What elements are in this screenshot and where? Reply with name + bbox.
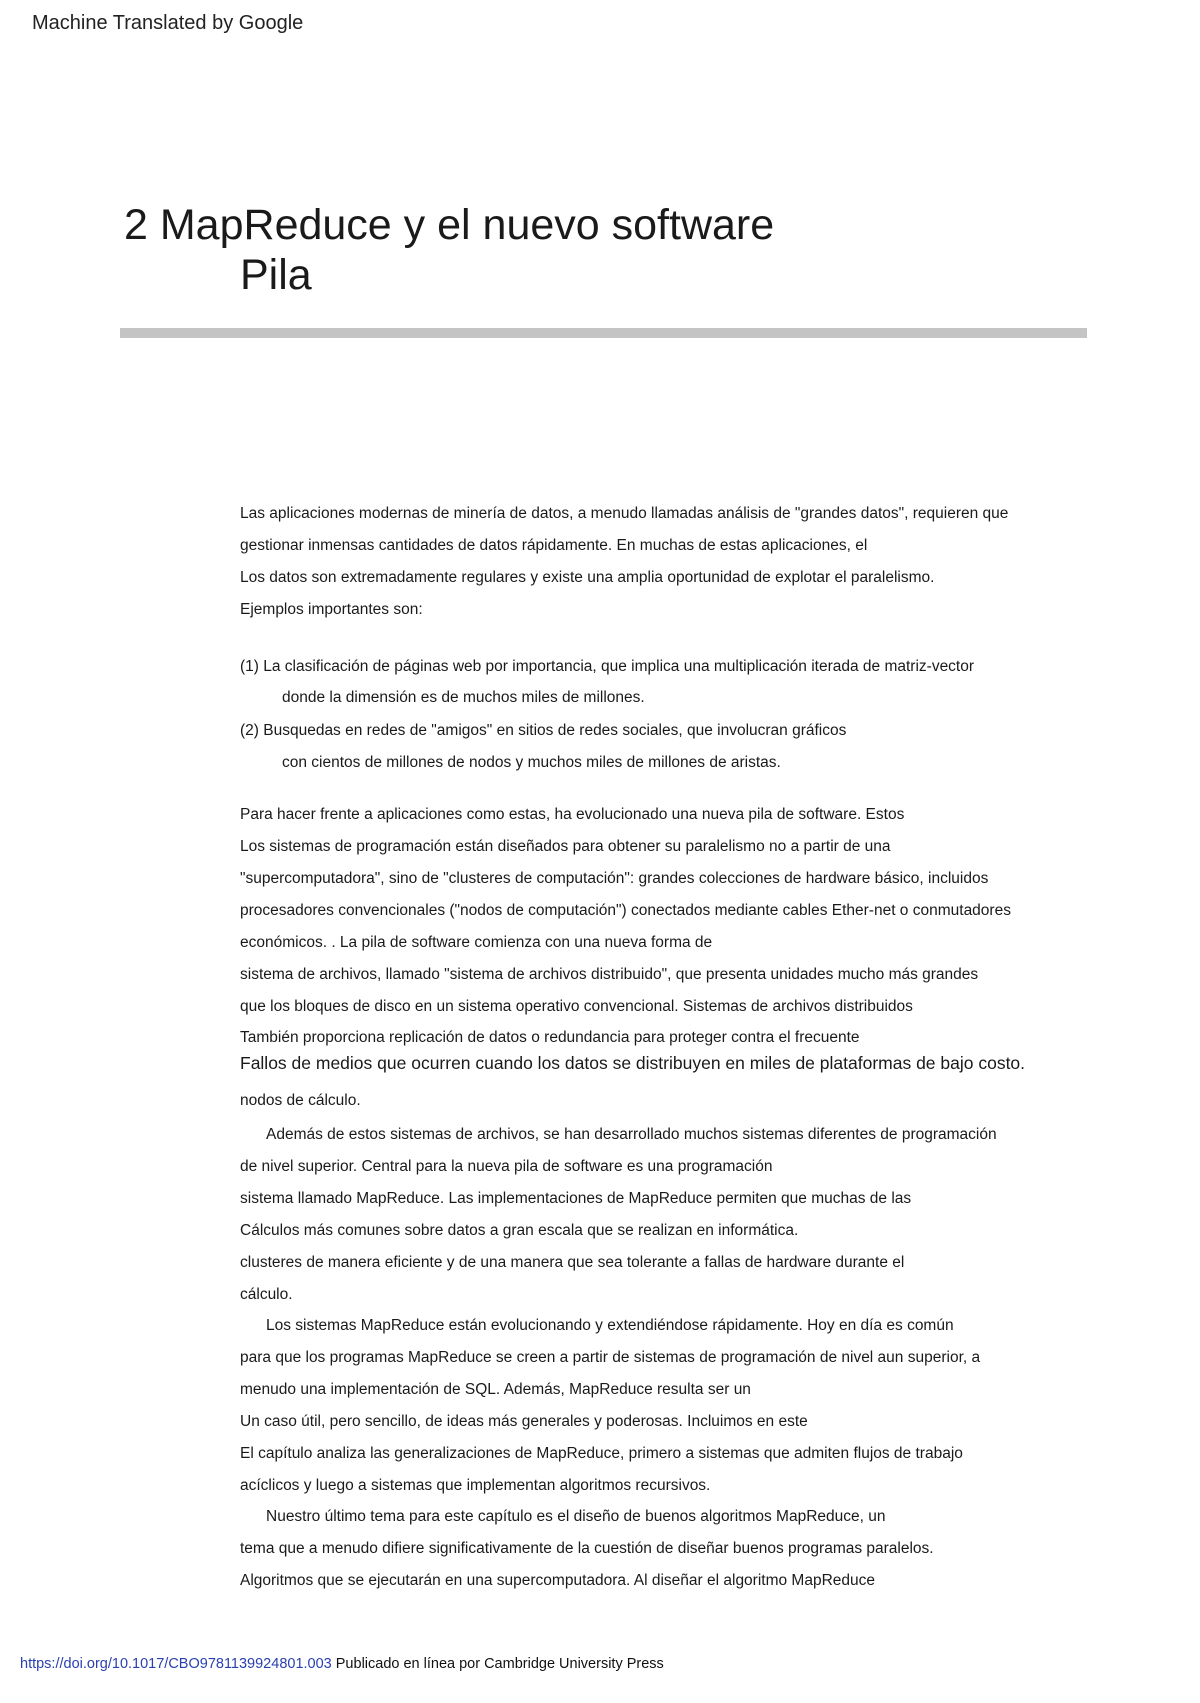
list-item-continuation: con cientos de millones de nodos y muchos miles de millones de aristas.: [282, 754, 781, 771]
text-line: Nuestro último tema para este capítulo es el diseño de buenos algoritmos MapReduce, un: [266, 1508, 886, 1525]
text-line: económicos. . La pila de software comienza con una nueva forma de: [240, 934, 713, 951]
list-item-continuation: donde la dimensión es de muchos miles de millones.: [282, 689, 645, 706]
text-line: "supercomputadora", sino de "clusteres de computación": grandes colecciones de hardware básico, incluidos: [240, 870, 989, 887]
list-item: (2) Busquedas en redes de "amigos" en sitios de redes sociales, que involucran gráficos: [240, 722, 847, 739]
text-line: clusteres de manera eficiente y de una manera que sea tolerante a fallas de hardware durante el: [240, 1254, 905, 1271]
text-line: procesadores convencionales ("nodos de computación") conectados mediante cables Ether-net o conmutadores: [240, 902, 1011, 919]
doi-link[interactable]: https://doi.org/10.1017/CBO9781139924801.003: [20, 1656, 332, 1672]
text-line: que los bloques de disco en un sistema operativo convencional. Sistemas de archivos distribuidos: [240, 998, 913, 1015]
text-line: Un caso útil, pero sencillo, de ideas más generales y poderosas. Incluimos en este: [240, 1413, 808, 1430]
text-line: Además de estos sistemas de archivos, se han desarrollado muchos sistemas diferentes de programación: [266, 1126, 997, 1143]
chapter-title-line2: Pila: [240, 251, 312, 299]
text-line: de nivel superior. Central para la nueva pila de software es una programación: [240, 1158, 773, 1175]
text-line: Los datos son extremadamente regulares y existe una amplia oportunidad de explotar el paralelismo.: [240, 569, 935, 586]
text-line: Los sistemas MapReduce están evolucionando y extendiéndose rápidamente. Hoy en día es común: [266, 1317, 954, 1334]
title-divider: [120, 328, 1087, 338]
text-line: Algoritmos que se ejecutarán en una supercomputadora. Al diseñar el algoritmo MapReduce: [240, 1572, 876, 1589]
text-line: Fallos de medios que ocurren cuando los datos se distribuyen en miles de plataformas de bajo costo.: [240, 1053, 1026, 1073]
machine-translated-label: Machine Translated by Google: [32, 12, 304, 34]
text-line: para que los programas MapReduce se creen a partir de sistemas de programación de nivel aun superior, a: [240, 1349, 981, 1366]
list-item: (1) La clasificación de páginas web por importancia, que implica una multiplicación iterada de matriz-vector: [240, 658, 975, 675]
chapter-title: [124, 200, 774, 300]
text-line: tema que a menudo difiere significativamente de la cuestión de diseñar buenos programas paralelos.: [240, 1540, 934, 1557]
text-line: cálculo.: [240, 1286, 293, 1303]
footer: [20, 1656, 664, 1672]
text-line: nodos de cálculo.: [240, 1092, 361, 1109]
text-line: Los sistemas de programación están diseñados para obtener su paralelismo no a partir de una: [240, 838, 891, 855]
text-line: Cálculos más comunes sobre datos a gran escala que se realizan en informática.: [240, 1222, 799, 1239]
text-line: El capítulo analiza las generalizaciones de MapReduce, primero a sistemas que admiten flujos de trabajo: [240, 1445, 963, 1462]
text-line: También proporciona replicación de datos o redundancia para proteger contra el frecuente: [240, 1029, 860, 1046]
chapter-title-line1: 2 MapReduce y el nuevo software: [124, 201, 775, 249]
text-line: gestionar inmensas cantidades de datos rápidamente. En muchas de estas aplicaciones, el: [240, 537, 868, 554]
text-line: Las aplicaciones modernas de minería de datos, a menudo llamadas análisis de "grandes datos", requieren que: [240, 505, 1009, 522]
publisher-note: Publicado en línea por Cambridge University Press: [331, 1656, 664, 1672]
text-line: acíclicos y luego a sistemas que implementan algoritmos recursivos.: [240, 1477, 711, 1494]
text-line: sistema de archivos, llamado "sistema de archivos distribuido", que presenta unidades mucho más grandes: [240, 966, 979, 983]
text-line: menudo una implementación de SQL. Además, MapReduce resulta ser un: [240, 1381, 751, 1398]
text-line: Ejemplos importantes son:: [240, 601, 423, 618]
text-line: Para hacer frente a aplicaciones como estas, ha evolucionado una nueva pila de software. Estos: [240, 806, 905, 823]
text-line: sistema llamado MapReduce. Las implementaciones de MapReduce permiten que muchas de las: [240, 1190, 912, 1207]
